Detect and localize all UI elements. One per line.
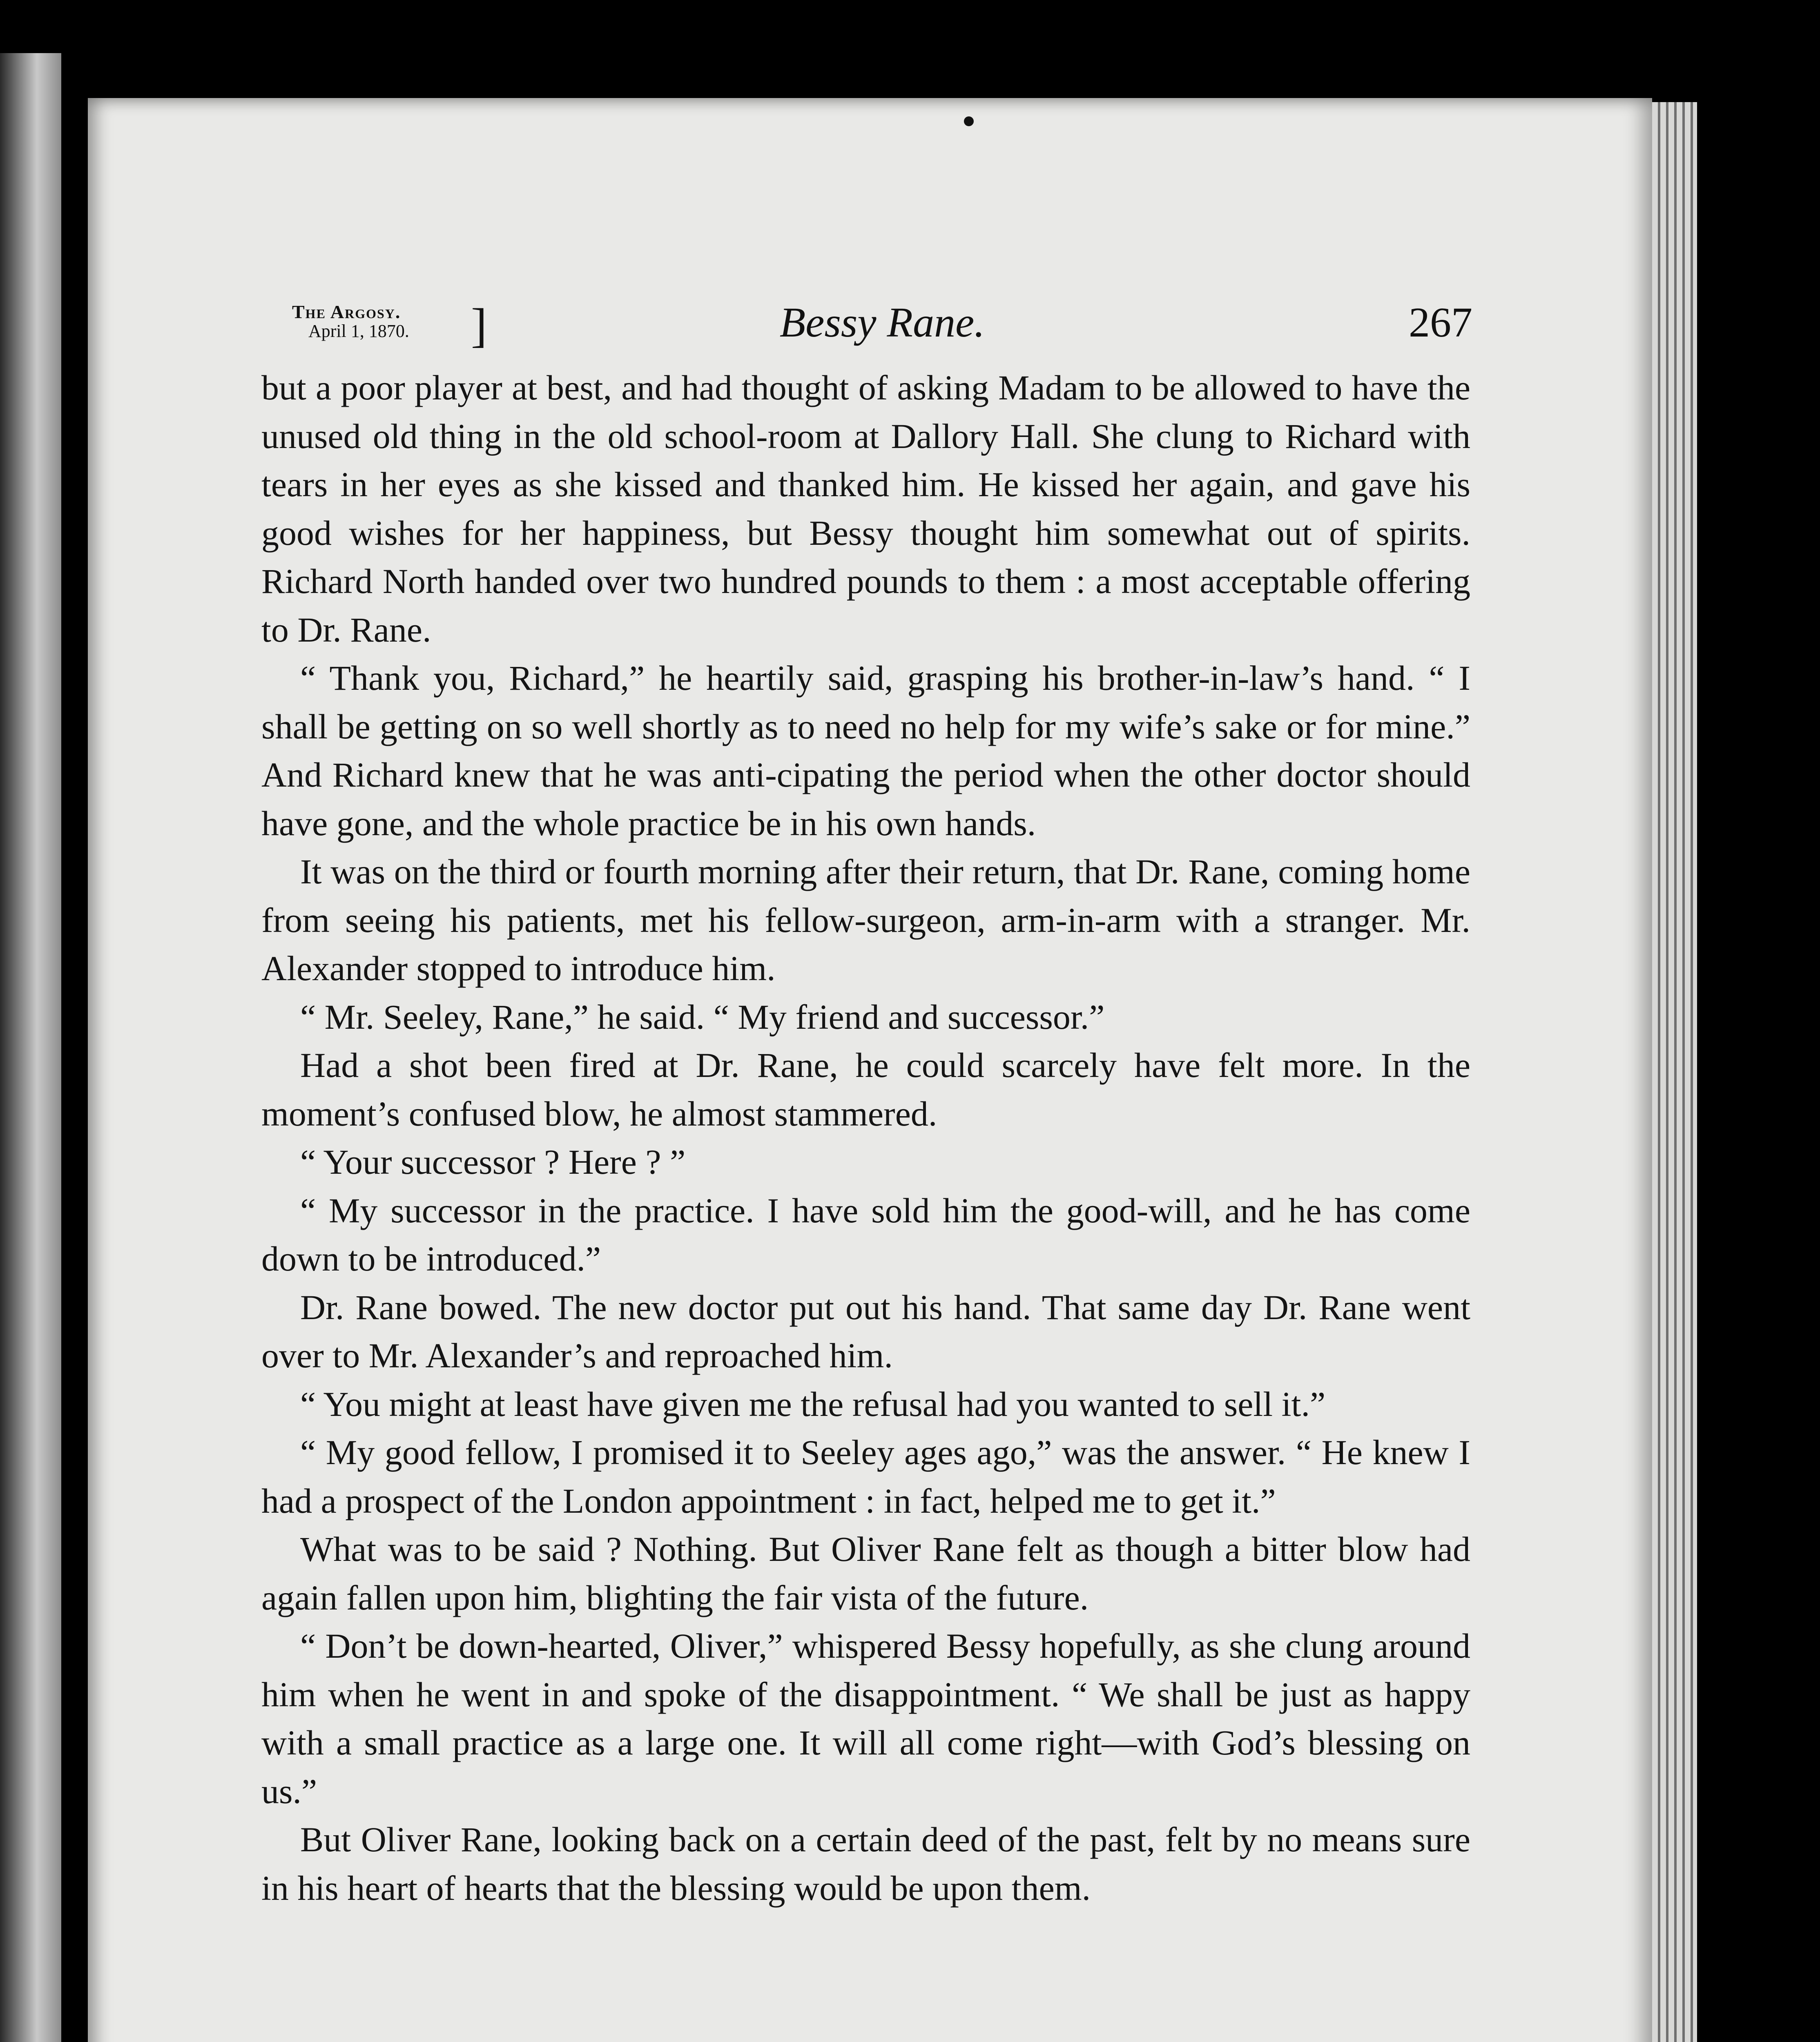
body-text: [261, 363, 1470, 1912]
print-speck: [964, 116, 974, 126]
paragraph: “ Don’t be down-hearted, Oliver,” whispered Bessy hopefully, as she clung around him when he went in and spoke of the disappointment. “ We shall be just as happy with a small practice as a large one. It will all come right—with God’s blessing on us.”: [261, 1626, 1470, 1811]
page-stack-edges: [1652, 102, 1697, 2042]
page-number: 267: [1409, 299, 1472, 346]
issue-date: April 1, 1870.: [308, 321, 409, 341]
publication-name: The Argosy.: [292, 301, 401, 322]
paragraph: but a poor player at best, and had thought of asking Madam to be allowed to have the unused old thing in the old school-room at Dallory Hall. She clung to Richard with tears in her eyes as she kissed and thanked him. He kissed her again, and gave his good wishes for her happiness, but Bessy thought him somewhat out of spirits. Richard North handed over two hundred pounds to them : a most acceptable offering to Dr. Rane.: [261, 368, 1470, 649]
facing-page-edge: [0, 53, 61, 2042]
paragraph: But Oliver Rane, looking back on a certain deed of the past, felt by no means sure in his heart of hearts that the blessing would be upon them.: [261, 1820, 1470, 1908]
running-title: Bessy Rane.: [779, 299, 985, 346]
paragraph: “ Mr. Seeley, Rane,” he said. “ My friend and successor.”: [300, 997, 1105, 1037]
paragraph: Dr. Rane bowed. The new doctor put out his hand. That same day Dr. Rane went over to Mr. Alexander’s and reproached him.: [261, 1287, 1470, 1375]
paragraph: It was on the third or fourth morning after their return, that Dr. Rane, coming home from seeing his patients, met his fellow-surgeon, arm-in-arm with a stranger. Mr. Alexander stopped to introduce him.: [261, 852, 1470, 988]
header-bracket: ]: [471, 299, 487, 352]
running-header: [292, 298, 1472, 351]
paragraph: What was to be said ? Nothing. But Oliver Rane felt as though a bitter blow had again fallen upon him, blighting the fair vista of the future.: [261, 1529, 1470, 1617]
paragraph: Had a shot been fired at Dr. Rane, he could scarcely have felt more. In the moment’s confused blow, he almost stammered.: [261, 1046, 1470, 1133]
paragraph: “ Thank you, Richard,” he heartily said, grasping his brother-in-law’s hand. “ I shall be getting on so well shortly as to need no help for my wife’s sake or for mine.” And Richard knew that he was anti-cipating the period when the other doctor should have gone, and the whole practice be in his own hands.: [261, 658, 1470, 843]
paragraph: “ My successor in the practice. I have sold him the good-will, and he has come down to be introduced.”: [261, 1190, 1470, 1278]
paragraph: “ My good fellow, I promised it to Seeley ages ago,” was the answer. “ He knew I had a prospect of the London appointment : in fact, helped me to get it.”: [261, 1433, 1470, 1520]
paragraph: “ You might at least have given me the refusal had you wanted to sell it.”: [300, 1384, 1326, 1424]
paragraph: “ Your successor ? Here ? ”: [300, 1142, 686, 1182]
